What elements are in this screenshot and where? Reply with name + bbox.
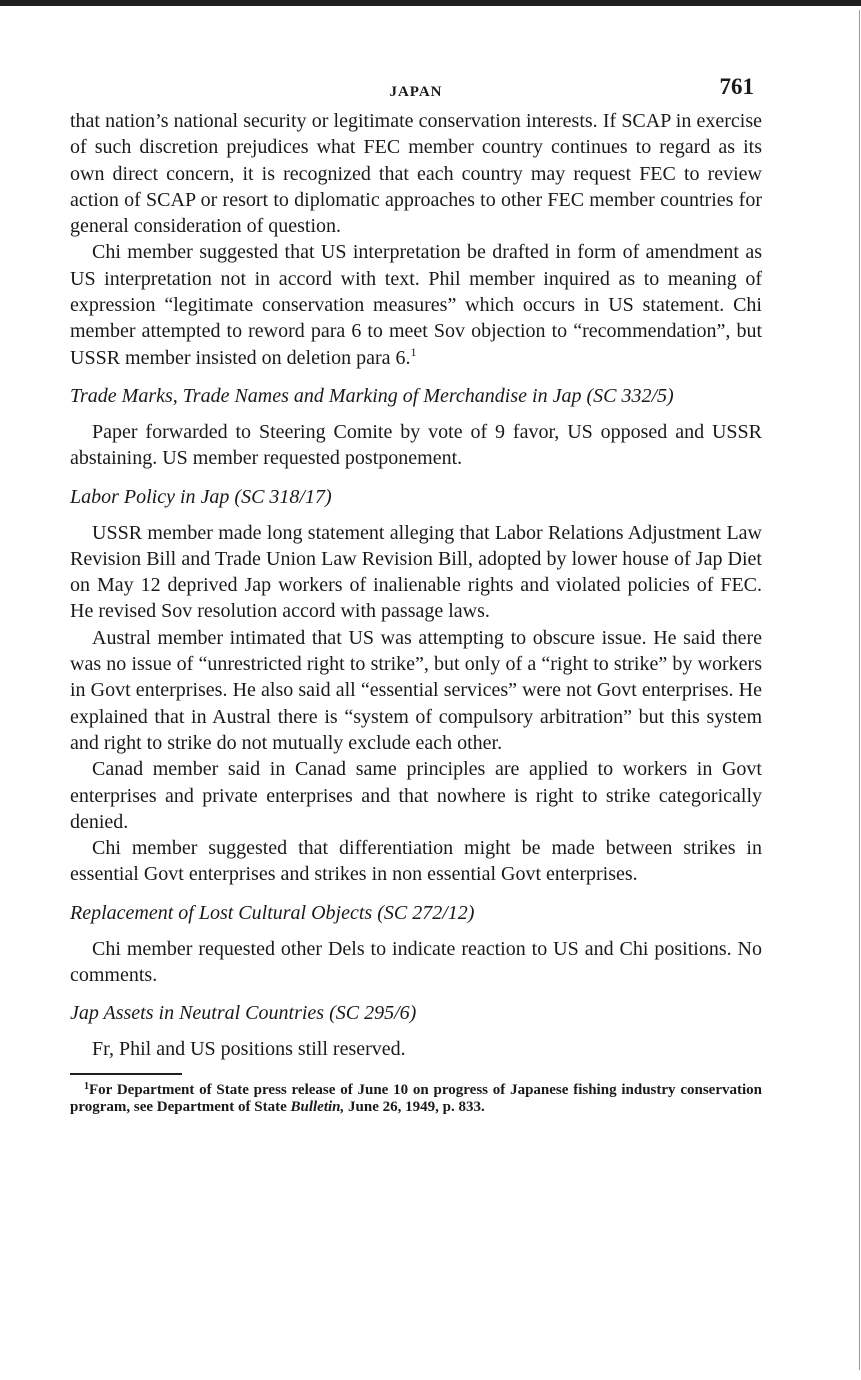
- paragraph-cultural-objects: Chi member requested other Dels to indicate reaction to US and Chi positions. No comments.: [70, 937, 762, 987]
- section-heading-jap-assets: Jap Assets in Neutral Countries (SC 295/6): [70, 1002, 417, 1025]
- section-heading-cultural-objects: Replacement of Lost Cultural Objects (SC 272/12): [70, 901, 475, 924]
- paragraph-canad-member: Canad member said in Canad same principles are applied to workers in Govt enterprises and private enterprises and that nowhere is right to strike categorically denied.: [70, 758, 762, 833]
- footnote-reference: 1: [410, 344, 417, 359]
- running-head: JAPAN: [389, 84, 443, 100]
- page-header: [70, 72, 762, 108]
- paragraph-chi-differentiation: Chi member suggested that differentiation might be made between strikes in essential Govt enterprises and strikes in non essential Govt enterprises.: [70, 837, 762, 886]
- footnote: [70, 1082, 762, 1116]
- document-page: [70, 72, 762, 1116]
- paragraph-ussr-statement: USSR member made long statement alleging that Labor Relations Adjustment Law Revision Bill and Trade Union Law Revision Bill, adopted by lower house of Jap Diet on May 12 deprived Jap workers of inalienable rights and violated policies of FEC. He revised Sov resolution accord with passage laws.: [70, 521, 762, 623]
- footnote-text-after: June 26, 1949, p. 833.: [344, 1098, 485, 1115]
- paragraph-continued: that nation’s national security or legitimate conservation interests. If SCAP in exercise of such discretion prejudices what FEC member country continues to regard as its own direct concern, it is recognized that each country may request FEC to review action of SCAP or resort to diplomatic approaches to other FEC member countries for general consideration of question.: [70, 110, 762, 238]
- section-heading-trade-marks: Trade Marks, Trade Names and Marking of Merchandise in Jap (SC 332/5): [70, 384, 674, 407]
- page-number: 761: [719, 74, 754, 99]
- paragraph-austral-member: Austral member intimated that US was attempting to obscure issue. He said there was no issue of “unrestricted right to strike”, but only of a “right to strike” by workers in Govt enterprises. He also said all “essential services” were not Govt enterprises. He explained that in Austral there is “system of compulsory arbitration” but this system and right to strike do not mutually exclude each other.: [70, 626, 762, 754]
- paragraph-text: Chi member suggested that US interpretation be drafted in form of amendment as US interpretation not in accord with text. Phil member inquired as to meaning of expression “legitimate conservation measures” which occurs in US statement. Chi member attempted to reword para 6 to meet Sov objection to “recommendation”, but USSR member insisted on deletion para 6.: [70, 241, 762, 369]
- section-heading-labor-policy: Labor Policy in Jap (SC 318/17): [70, 485, 332, 508]
- paragraph-trade-marks: Paper forwarded to Steering Comite by vote of 9 favor, US opposed and USSR abstaining. US member requested postponement.: [70, 420, 762, 470]
- paragraph-jap-assets: Fr, Phil and US positions still reserved.: [92, 1038, 406, 1061]
- footnote-text-before: For Department of State press release of June 10 on progress of Japanese fishing industry conservation program, see Department of State: [70, 1081, 762, 1115]
- page-edge-line: [859, 10, 860, 1370]
- footnote-marker: 1: [84, 1080, 89, 1092]
- footnote-divider: [70, 1073, 182, 1075]
- footnote-bulletin-title: Bulletin,: [290, 1098, 345, 1115]
- paragraph-chi-member-suggestion: [70, 239, 762, 370]
- top-edge-rule: [0, 0, 861, 6]
